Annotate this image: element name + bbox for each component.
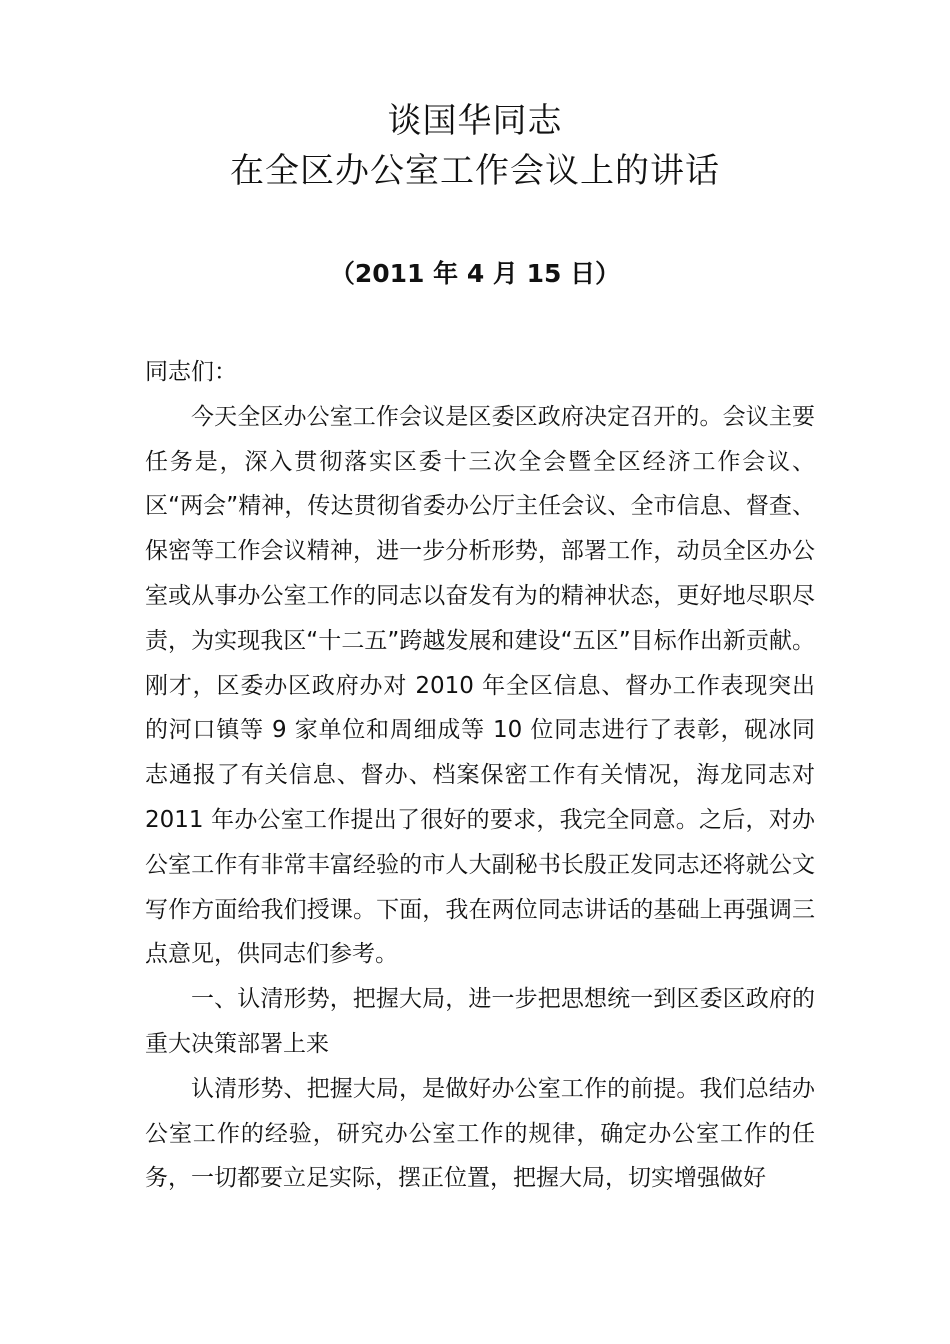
speech-body — [145, 350, 815, 1201]
title-line-subject: 在全区办公室工作会议上的讲话 — [230, 151, 720, 191]
section-heading: 一、认清形势，把握大局，进一步把思想统一到区委区政府的重大决策部署上来 — [145, 986, 815, 1057]
speech-date: （2011 年 4 月 15 日） — [329, 259, 621, 288]
opening-paragraph: 今天全区办公室工作会议是区委区政府决定召开的。会议主要任务是，深入贯彻落实区委十三次全会暨全区经济工作会议、区“两会”精神，传达贯彻省委办公厅主任会议、全市信息、督查、保密等工作会议精神，进一步分析形势，部署工作，动员全区办公室或从事办公室工作的同志以奋发有为的精神状态，更好地尽职尽责，为实现我区“十二五”跨越发展和建设“五区”目标作出新贡献。刚才，区委办区政府办对 2010 年全区信息、督办工作表现突出的河口镇等 9 家单位和周细成等 10 位同志进行了表彰，砚冰同志通报了有关信息、督办、档案保密工作有关情况，海龙同志对 2011 年办公室工作提出了很好的要求，我完全同意。之后，对办公室工作有非常丰富经验的市人大副秘书长殷正发同志还将就公文写作方面给我们授课。下面，我在两位同志讲话的基础上再强调三点意见，供同志们参考。 — [145, 403, 815, 968]
title-line-speaker: 谈国华同志 — [387, 101, 563, 141]
section-paragraph: 认清形势、把握大局，是做好办公室工作的前提。我们总结办公室工作的经验，研究办公室工作的规律，确定办公室工作的任务，一切都要立足实际，摆正位置，把握大局，切实增强做好 — [145, 1075, 815, 1192]
document-title — [0, 96, 950, 196]
salutation: 同志们： — [145, 359, 237, 385]
